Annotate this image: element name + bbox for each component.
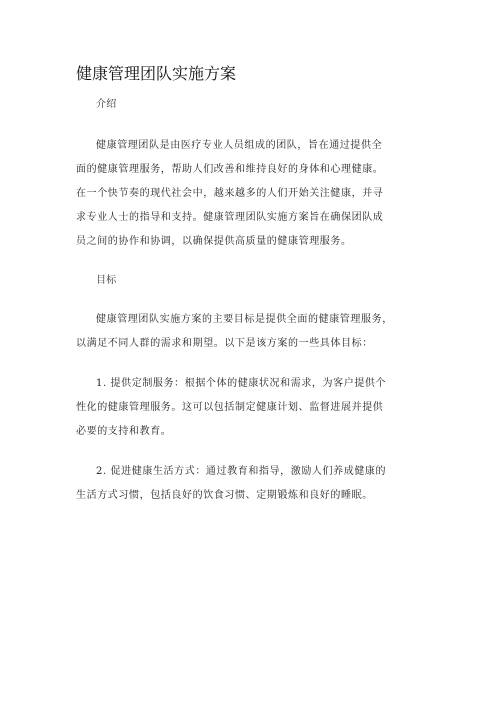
list-item-line: 1. 提供定制服务：根据个体的健康状况和需求，为客户提供个 bbox=[96, 378, 387, 389]
paragraph-line: 求专业人士的指导和支持。健康管理团队实施方案旨在确保团队成 bbox=[76, 212, 384, 223]
paragraph-line: 健康管理团队实施方案的主要目标是提供全面的健康管理服务， bbox=[96, 314, 393, 325]
section-heading-intro: 介绍 bbox=[96, 99, 117, 110]
list-item-line: 必要的支持和教育。 bbox=[76, 426, 172, 437]
list-item-line: 生活方式习惯，包括良好的饮食习惯、定期锻炼和良好的睡眠。 bbox=[76, 490, 373, 501]
list-item-line: 2. 促进健康生活方式：通过教育和指导，激励人们养成健康的 bbox=[96, 466, 387, 477]
paragraph-line: 在一个快节奏的现代社会中，越来越多的人们开始关注健康，并寻 bbox=[76, 188, 384, 199]
paragraph-line: 员之间的协作和协调，以确保提供高质量的健康管理服务。 bbox=[76, 236, 352, 247]
paragraph-line: 面的健康管理服务，帮助人们改善和维持良好的身体和心理健康。 bbox=[76, 164, 384, 175]
document-title: 健康管理团队实施方案 bbox=[76, 64, 237, 83]
paragraph-line: 以满足不同人群的需求和期望。以下是该方案的一些具体目标： bbox=[76, 338, 373, 349]
list-item-line: 性化的健康管理服务。这可以包括制定健康计划、监督进展并提供 bbox=[76, 402, 384, 413]
paragraph-line: 健康管理团队是由医疗专业人员组成的团队，旨在通过提供全 bbox=[96, 140, 383, 151]
section-heading-goal: 目标 bbox=[96, 275, 117, 286]
